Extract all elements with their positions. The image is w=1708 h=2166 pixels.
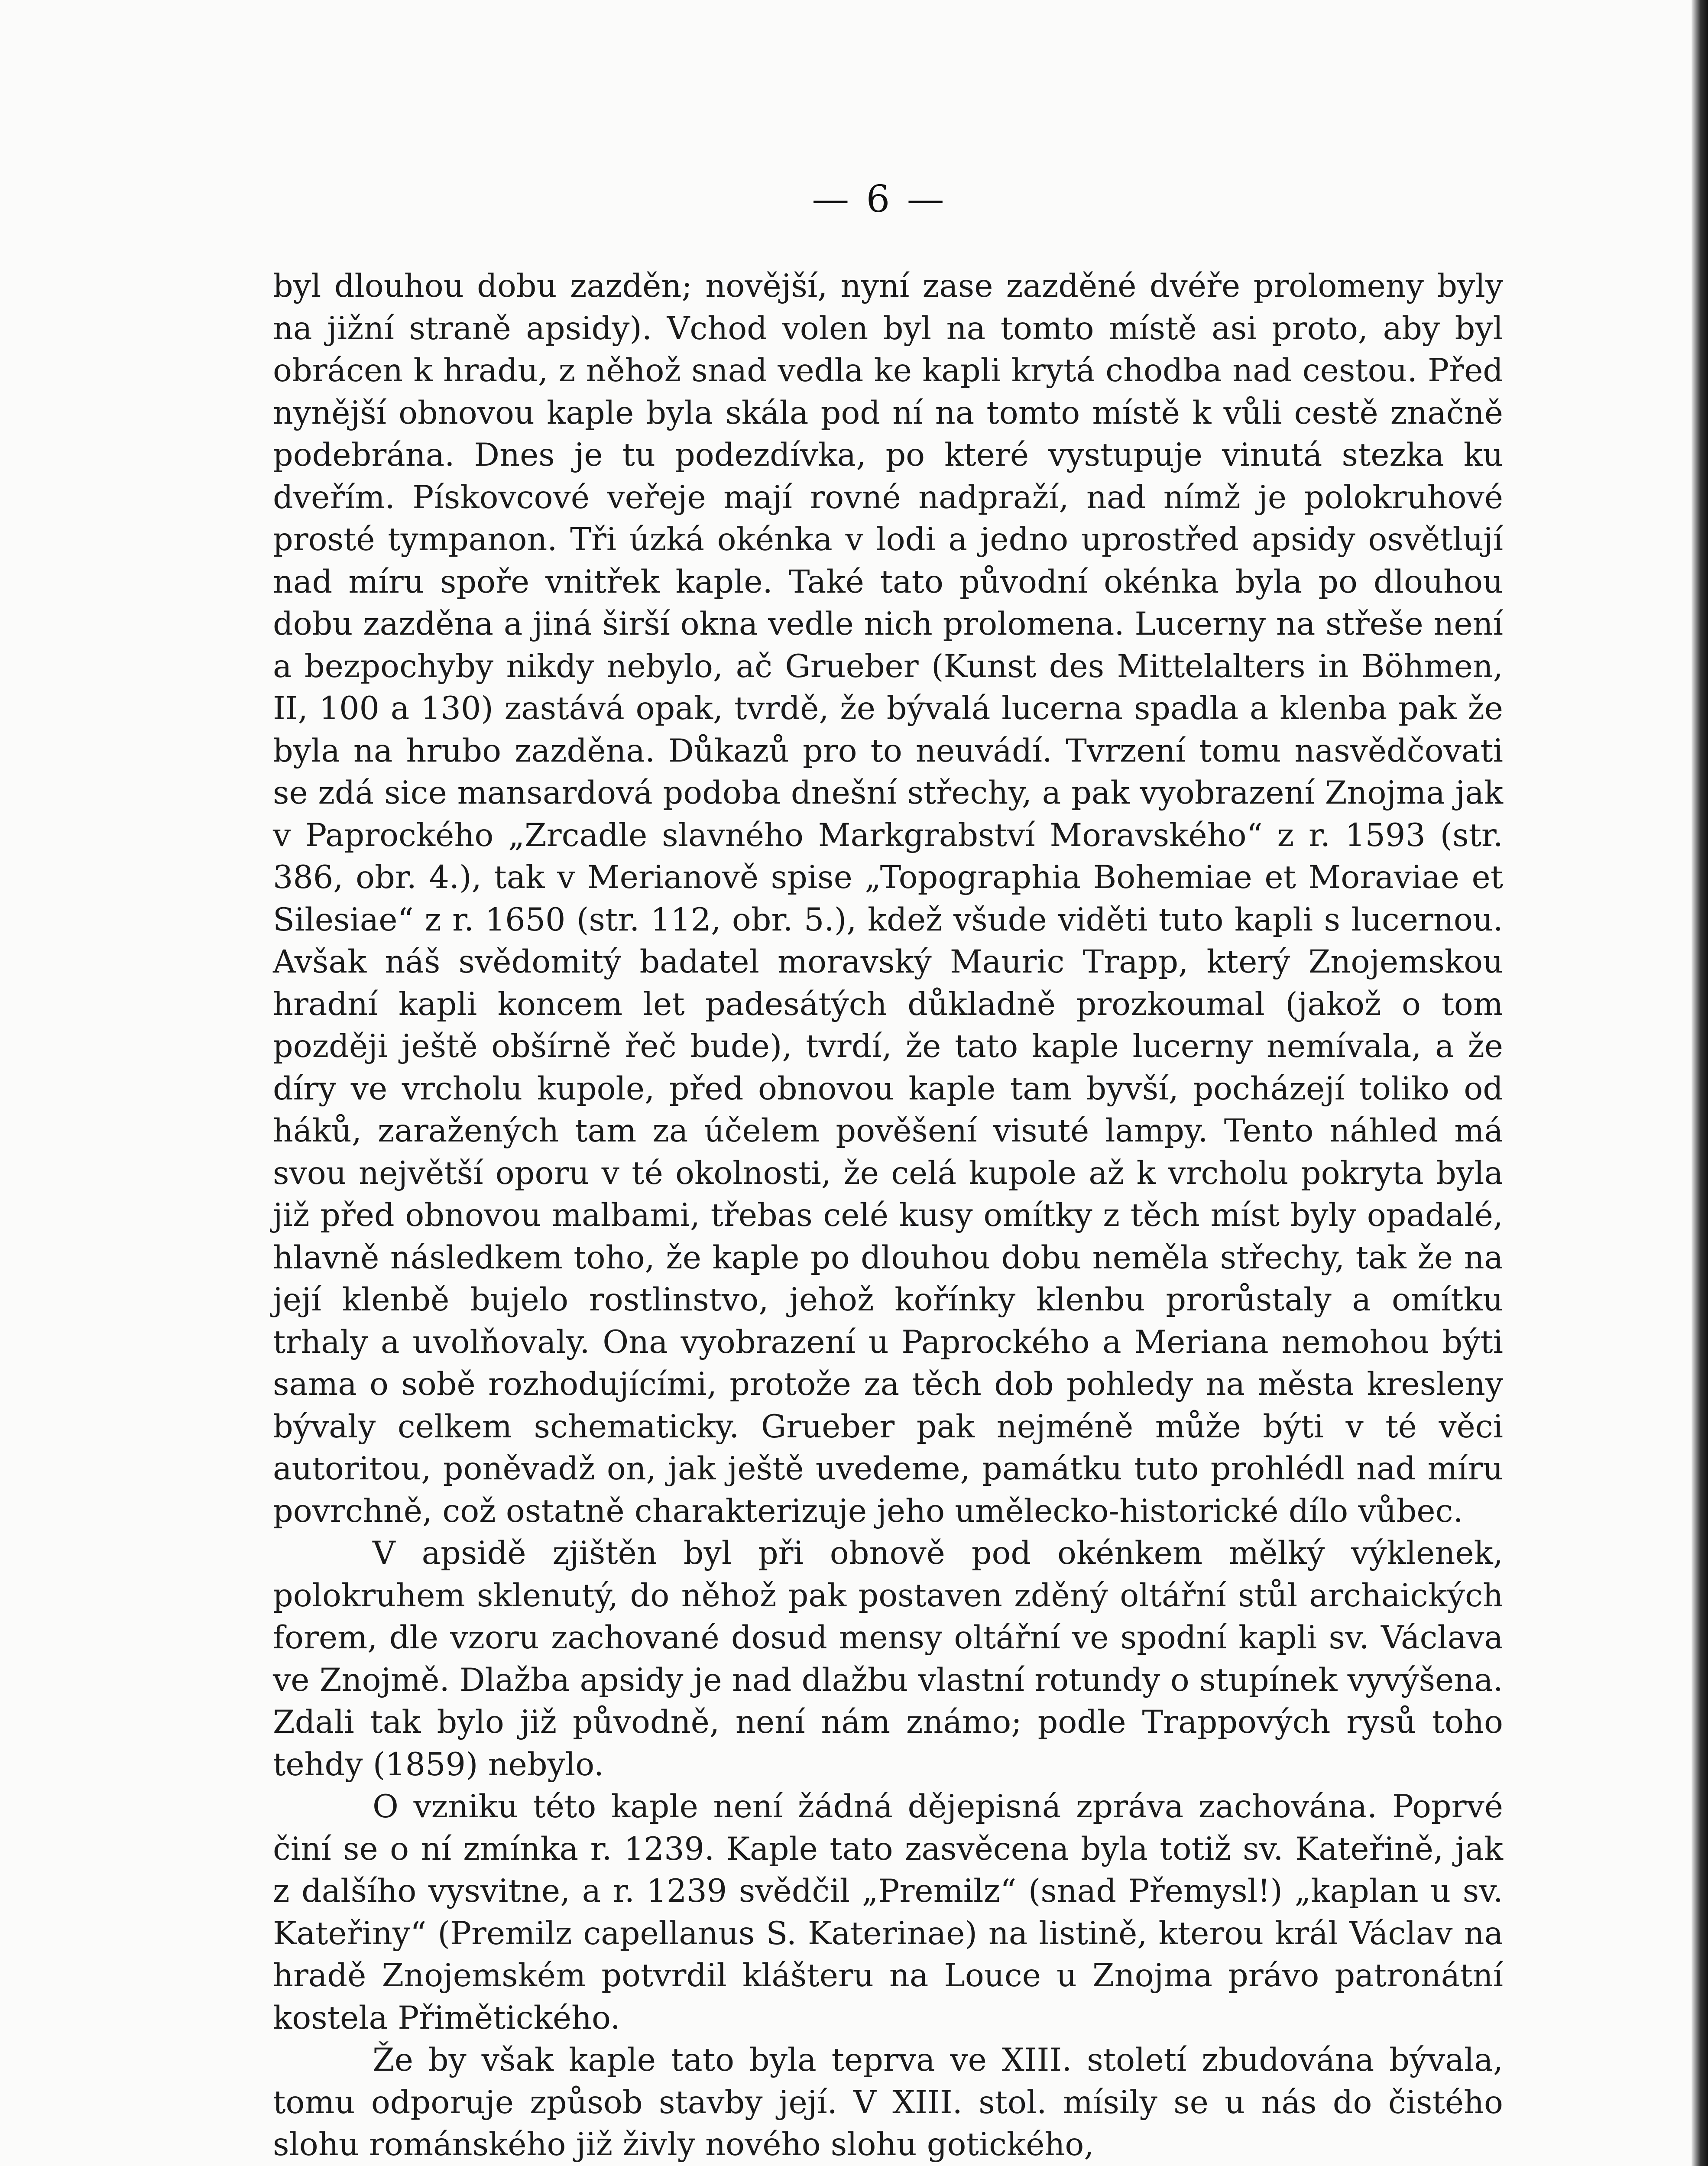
page-edge-shadow <box>1692 0 1708 2166</box>
page-number: — 6 — <box>812 178 947 221</box>
body-text <box>273 265 1503 2166</box>
paragraph-continuation: byl dlouhou dobu zazděn; novější, nyní zase zazděné dvéře prolomeny byly na jižní straně apsidy). Vchod volen byl na tomto místě asi proto, aby byl obrácen k hradu, z něhož snad vedla ke kapli krytá chodba nad cestou. Před nynější obnovou kaple byla skála pod ní na tomto místě k vůli cestě značně podebrána. Dnes je tu podezdívka, po které vystupuje vinutá stezka ku dveřím. Pískovcové veřeje mají rovné nadpraží, nad nímž je polokruhové prosté tympanon. Tři úzká okénka v lodi a jedno uprostřed apsidy osvětlují nad míru spoře vnitřek kaple. Také tato původní okénka byla po dlouhou dobu zazděna a jiná širší okna vedle nich prolomena. Lucerny na střeše není a bezpochyby nikdy nebylo, ač Grueber (Kunst des Mittelalters in Böhmen, II, 100 a 130) zastává opak, tvrdě, že bývalá lucerna spadla a klenba pak že byla na hrubo zazděna. Důkazů pro to neuvádí. Tvrzení tomu nasvědčovati se zdá sice mansardová podoba dnešní střechy, a pak vyobrazení Znojma jak v Paprockého „Zrcadle slavného Markgrabství Moravského“ z r. 1593 (str. 386, obr. 4.), tak v Merianově spise „Topographia Bohemiae et Moraviae et Silesiae“ z r. 1650 (str. 112, obr. 5.), kdež všude viděti tuto kapli s lucernou. Avšak náš svědomitý badatel moravský Mauric Trapp, který Znojemskou hradní kapli koncem let padesátých důkladně prozkoumal (jakož o tom později ještě obšírně řeč bude), tvrdí, že tato kaple lucerny nemívala, a že díry ve vrcholu kupole, před obnovou kaple tam byvší, pocházejí toliko od háků, zaražených tam za účelem pověšení visuté lampy. Tento náhled má svou největší oporu v té okolnosti, že celá kupole až k vrcholu pokryta byla již před obnovou malbami, třebas celé kusy omítky z těch míst byly opadalé, hlavně následkem toho, že kaple po dlouhou dobu neměla střechy, tak že na její klenbě bujelo rostlinstvo, jehož kořínky klenbu prorůstaly a omítku trhaly a uvolňovaly. Ona vyobrazení u Paprockého a Meriana nemohou býti sama o sobě rozhodujícími, protože za těch dob pohledy na města kresleny bývaly celkem schematicky. Grueber pak nejméně může býti v té věci autoritou, poněvadž on, jak ještě uvedeme, památku tuto prohlédl nad míru povrchně, což ostatně charakterizuje jeho umělecko-historické dílo vůbec. <box>273 268 1503 1530</box>
paragraph-dating: Že by však kaple tato byla teprva ve XIII. století zbudována bývala, tomu odporuje způsob stavby její. V XIII. stol. mísily se u nás do čistého slohu románského již živly nového slohu gotického, <box>273 2042 1503 2163</box>
paragraph-apse: V apsidě zjištěn byl při obnově pod okénkem mělký výklenek, polokruhem sklenutý, do něhož pak postaven zděný oltářní stůl archaických forem, dle vzoru zachované dosud mensy oltářní ve spodní kapli sv. Václava ve Znojmě. Dlažba apsidy je nad dlažbu vlastní rotundy o stupínek vyvýšena. Zdali tak bylo již původně, není nám známo; podle Trappových rysů toho tehdy (1859) nebylo. <box>273 1535 1503 1783</box>
paragraph-origin: O vzniku této kaple není žádná dějepisná zpráva zachována. Poprvé činí se o ní zmínka r. 1239. Kaple tato zasvěcena byla totiž sv. Kateřině, jak z dalšího vysvitne, a r. 1239 svědčil „Premilz“ (snad Přemysl!) „kaplan u sv. Kateřiny“ (Premilz capellanus S. Katerinae) na listině, kterou král Václav na hradě Znojemském potvrdil klášteru na Louce u Znojma právo patronátní kostela Přimětického. <box>273 1788 1503 2036</box>
